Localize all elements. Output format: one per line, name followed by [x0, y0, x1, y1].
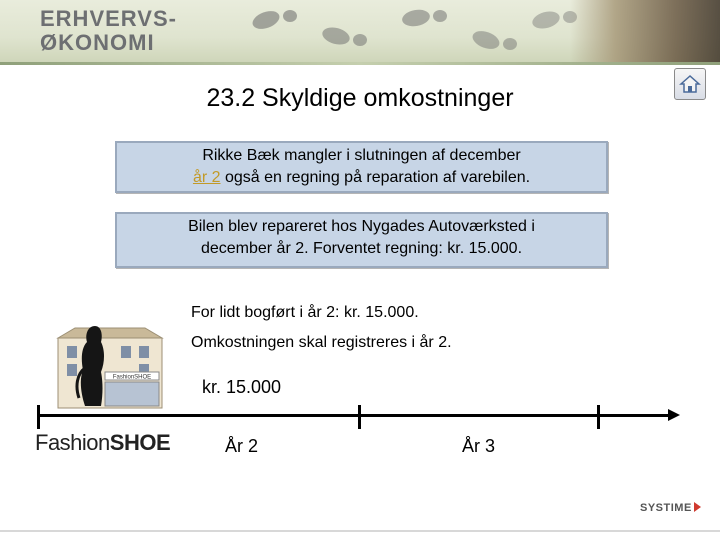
year-highlight: år 2 [192, 169, 221, 186]
logo-shoe: SHOE [109, 430, 171, 455]
repair-line1: Bilen blev repareret hos Nygades Autoværksted i [188, 218, 535, 235]
repair-box [115, 212, 608, 268]
year2-label: År 2 [225, 436, 259, 456]
scenario-line2 [117, 167, 606, 189]
header-banner [0, 0, 720, 62]
shoeprint-icon [400, 4, 450, 32]
registration-text: Omkostningen skal registreres i år 2. [191, 334, 452, 351]
slide-title: 23.2 Skyldige omkostninger [206, 84, 514, 112]
shoeprint-icon [470, 26, 520, 54]
year3-label: År 3 [462, 436, 496, 456]
fashionshoe-logo [35, 430, 170, 456]
scenario-box [115, 141, 608, 193]
timeline-tick [358, 405, 361, 429]
timeline-axis [37, 414, 673, 417]
shoeprint-icon [320, 22, 370, 50]
timeline-tick [597, 405, 600, 429]
scenario-line1: Rikke Bæk mangler i slutningen af december [202, 147, 521, 164]
timeline-arrow [668, 409, 680, 421]
timeline-tick [37, 405, 40, 429]
footer-line [0, 530, 720, 532]
repair-line2: december år 2. Forventet regning: kr. 15.000. [200, 240, 523, 257]
systime-arrow-icon [694, 502, 701, 512]
shop-illustration [55, 320, 167, 412]
banner-photo [570, 0, 720, 62]
underbooked-text: For lidt bogført i år 2: kr. 15.000. [191, 304, 419, 321]
amount-label: kr. 15.000 [202, 377, 282, 397]
banner-border [0, 62, 720, 65]
banner-title-line2: ØKONOMI [40, 30, 155, 55]
systime-text: SYSTIME [640, 502, 692, 514]
shop-sign: FashionSHOE [112, 374, 152, 381]
shoeprint-icon [250, 6, 300, 34]
scenario-line2-rest: også en regning på reparation af varebilen. [220, 169, 531, 186]
banner-title-line1: ERHVERVS- [40, 6, 177, 31]
logo-fashion: Fashion [35, 430, 110, 455]
systime-logo [640, 502, 701, 514]
